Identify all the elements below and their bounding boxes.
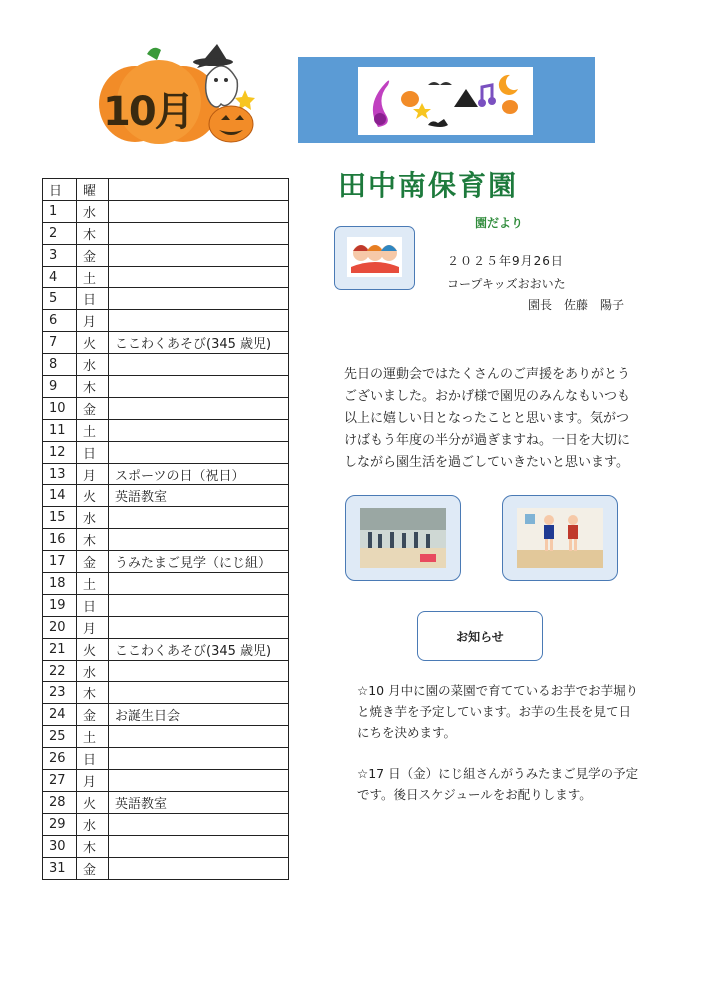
calendar-day: 8 — [43, 354, 77, 376]
calendar-row — [43, 441, 289, 463]
calendar-event — [109, 376, 289, 398]
calendar-event: スポーツの日（祝日） — [109, 463, 289, 485]
calendar-weekday: 土 — [77, 266, 109, 288]
calendar-row — [43, 310, 289, 332]
calendar-weekday: 水 — [77, 354, 109, 376]
calendar-event — [109, 594, 289, 616]
calendar-row — [43, 791, 289, 813]
calendar-event — [109, 288, 289, 310]
calendar-weekday: 火 — [77, 638, 109, 660]
calendar-event — [109, 244, 289, 266]
calendar-event — [109, 748, 289, 770]
calendar-row — [43, 354, 289, 376]
calendar-weekday: 日 — [77, 441, 109, 463]
calendar-weekday: 金 — [77, 397, 109, 419]
calendar-day: 2 — [43, 222, 77, 244]
calendar-row — [43, 244, 289, 266]
children-illustration-frame — [334, 226, 415, 290]
calendar-row — [43, 704, 289, 726]
header-event — [109, 179, 289, 201]
sports-day-photo-2 — [502, 495, 618, 581]
calendar-row — [43, 551, 289, 573]
calendar-day: 16 — [43, 529, 77, 551]
calendar-day: 12 — [43, 441, 77, 463]
calendar-weekday: 月 — [77, 310, 109, 332]
music-note-icon — [358, 67, 533, 135]
calendar-weekday: 金 — [77, 704, 109, 726]
calendar-weekday: 火 — [77, 485, 109, 507]
month-badge — [85, 42, 265, 152]
calendar-weekday: 木 — [77, 529, 109, 551]
header-weekday: 曜 — [77, 179, 109, 201]
calendar-row — [43, 857, 289, 879]
calendar-event — [109, 266, 289, 288]
calendar-weekday: 土 — [77, 573, 109, 595]
calendar-row — [43, 660, 289, 682]
calendar-weekday: 水 — [77, 507, 109, 529]
calendar-weekday: 月 — [77, 770, 109, 792]
calendar-row — [43, 463, 289, 485]
calendar-day: 13 — [43, 463, 77, 485]
calendar-weekday: 金 — [77, 244, 109, 266]
calendar-day: 18 — [43, 573, 77, 595]
calendar-event: 英語教室 — [109, 791, 289, 813]
calendar-event — [109, 507, 289, 529]
calendar-day: 25 — [43, 726, 77, 748]
calendar-event — [109, 813, 289, 835]
calendar-weekday: 土 — [77, 419, 109, 441]
notices-heading: お知らせ — [417, 611, 543, 661]
calendar-row — [43, 573, 289, 595]
calendar-day: 31 — [43, 857, 77, 879]
calendar-event: ここわくあそび(345 歳児) — [109, 638, 289, 660]
calendar-day: 6 — [43, 310, 77, 332]
calendar-event — [109, 660, 289, 682]
calendar-weekday: 木 — [77, 376, 109, 398]
calendar-body — [43, 200, 289, 879]
calendar-event — [109, 529, 289, 551]
header-banner — [298, 57, 595, 143]
calendar-row — [43, 200, 289, 222]
calendar-day: 4 — [43, 266, 77, 288]
calendar-row — [43, 266, 289, 288]
calendar-event — [109, 682, 289, 704]
school-name: 田中南保育園 — [338, 169, 519, 202]
calendar-event — [109, 573, 289, 595]
gym-photo-icon — [360, 508, 446, 568]
calendar-event — [109, 354, 289, 376]
calendar-event: 英語教室 — [109, 485, 289, 507]
calendar-weekday: 日 — [77, 288, 109, 310]
calendar-row — [43, 222, 289, 244]
calendar-weekday: 月 — [77, 616, 109, 638]
calendar-weekday: 木 — [77, 682, 109, 704]
calendar-row — [43, 835, 289, 857]
calendar-weekday: 金 — [77, 857, 109, 879]
calendar-weekday: 水 — [77, 200, 109, 222]
calendar-weekday: 火 — [77, 791, 109, 813]
calendar-day: 11 — [43, 419, 77, 441]
principal-name: 園長 佐藤 陽子 — [528, 298, 625, 312]
calendar-event — [109, 857, 289, 879]
calendar-day: 3 — [43, 244, 77, 266]
calendar-event: ここわくあそび(345 歳児) — [109, 332, 289, 354]
calendar-weekday: 月 — [77, 463, 109, 485]
calendar-weekday: 木 — [77, 835, 109, 857]
calendar-event — [109, 835, 289, 857]
children-icon — [347, 237, 402, 277]
calendar-day: 24 — [43, 704, 77, 726]
issue-date: ２０２５年9月26日 — [447, 254, 564, 268]
calendar-day: 7 — [43, 332, 77, 354]
calendar-weekday: 日 — [77, 594, 109, 616]
intro-paragraph: 先日の運動会ではたくさんのご声援をありがとうございました。おかげ様で園児のみんなもいつも以上に嬉しい日となったことと思います。気がつけばもう年度の半分が過ぎますね。一日を大切にしながら園生活を過ごしていきたいと思います。 — [344, 367, 631, 470]
calendar-row — [43, 376, 289, 398]
sports-day-photo-1 — [345, 495, 461, 581]
notice-item: ☆17 日（金）にじ組さんがうみたまご見学の予定です。後日スケジュールをお配りします。 — [357, 766, 639, 802]
calendar-day: 21 — [43, 638, 77, 660]
notice-item: ☆10 月中に園の菜園で育てているお芋でお芋堀りと焼き芋を予定しています。お芋の生長を見て日にちを決めます。 — [357, 683, 639, 740]
calendar-event — [109, 310, 289, 332]
calendar-row — [43, 638, 289, 660]
calendar-event — [109, 616, 289, 638]
organization-name: コープキッズおおいた — [447, 277, 566, 291]
calendar-event — [109, 726, 289, 748]
calendar-day: 17 — [43, 551, 77, 573]
calendar-day: 10 — [43, 397, 77, 419]
calendar-event — [109, 419, 289, 441]
calendar-event: うみたまご見学（にじ組） — [109, 551, 289, 573]
calendar-day: 23 — [43, 682, 77, 704]
calendar-row — [43, 507, 289, 529]
halloween-music-illustration — [358, 67, 533, 135]
calendar-day: 1 — [43, 200, 77, 222]
header-day: 日 — [43, 179, 77, 201]
calendar-day: 28 — [43, 791, 77, 813]
calendar-event — [109, 200, 289, 222]
calendar-day: 5 — [43, 288, 77, 310]
calendar-weekday: 金 — [77, 551, 109, 573]
calendar-day: 15 — [43, 507, 77, 529]
calendar-weekday: 日 — [77, 748, 109, 770]
calendar-row — [43, 529, 289, 551]
calendar-row — [43, 485, 289, 507]
calendar-day: 29 — [43, 813, 77, 835]
calendar-header-row — [43, 179, 289, 201]
month-label: 10月 — [103, 89, 193, 135]
calendar-row — [43, 682, 289, 704]
calendar-day: 9 — [43, 376, 77, 398]
calendar-day: 22 — [43, 660, 77, 682]
calendar-row — [43, 288, 289, 310]
calendar-day: 27 — [43, 770, 77, 792]
calendar-weekday: 木 — [77, 222, 109, 244]
calendar-day: 20 — [43, 616, 77, 638]
calendar-day: 30 — [43, 835, 77, 857]
calendar-row — [43, 748, 289, 770]
calendar-row — [43, 594, 289, 616]
calendar-row — [43, 616, 289, 638]
calendar-row — [43, 770, 289, 792]
calendar-event: お誕生日会 — [109, 704, 289, 726]
calendar-row — [43, 332, 289, 354]
calendar-weekday: 土 — [77, 726, 109, 748]
calendar-row — [43, 397, 289, 419]
calendar-event — [109, 441, 289, 463]
calendar-row — [43, 419, 289, 441]
calendar-weekday: 水 — [77, 813, 109, 835]
calendar-event — [109, 222, 289, 244]
monthly-calendar — [42, 178, 289, 880]
calendar-weekday: 水 — [77, 660, 109, 682]
calendar-day: 26 — [43, 748, 77, 770]
dancing-children-icon — [517, 508, 603, 568]
calendar-day: 14 — [43, 485, 77, 507]
calendar-weekday: 火 — [77, 332, 109, 354]
calendar-row — [43, 726, 289, 748]
calendar-event — [109, 397, 289, 419]
calendar-row — [43, 813, 289, 835]
calendar-event — [109, 770, 289, 792]
newsletter-title: 園だより — [475, 216, 524, 230]
calendar-day: 19 — [43, 594, 77, 616]
